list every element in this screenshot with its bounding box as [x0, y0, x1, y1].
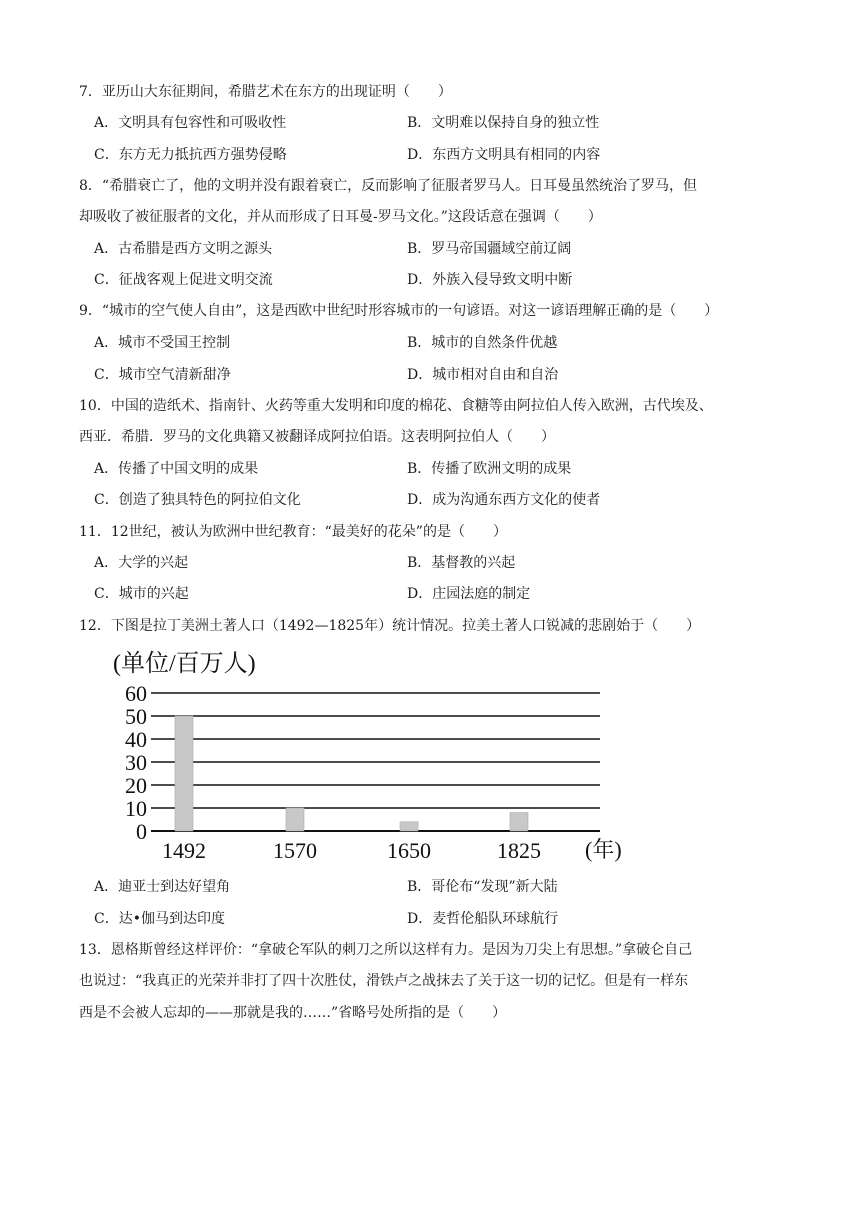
q7-option-a: A．文明具有包容性和可吸收性 — [94, 115, 287, 131]
chart-y-tick-label: 0 — [136, 819, 147, 844]
chart-y-tick-label: 20 — [125, 773, 147, 798]
question-13-stem-line-2: 也说过：“我真正的光荣并非打了四十次胜仗，滑铁卢之战抹去了关于这一切的记忆。但是有一样东 — [79, 973, 689, 989]
question-13-stem-line-1: 13．恩格斯曾经这样评价：“拿破仑军队的刺刀之所以这样有力。是因为刀尖上有思想。”拿破仑自己 — [79, 942, 693, 958]
q11-option-b: B．基督教的兴起 — [407, 555, 516, 571]
chart-x-tick-label: 1570 — [273, 838, 317, 863]
q12-option-d: D．麦哲伦船队环球航行 — [407, 911, 559, 927]
chart-bar-1492 — [175, 716, 193, 831]
question-11-stem: 11．12世纪，被认为欧洲中世纪教育：“最美好的花朵”的是（ ） — [79, 524, 507, 540]
question-12-stem: 12．下图是拉丁美洲土著人口（1492—1825年）统计情况。拉美土著人口锐减的悲剧始于（ ） — [79, 618, 701, 634]
chart-y-tick-label: 40 — [125, 727, 147, 752]
chart-y-tick-label: 60 — [125, 681, 147, 706]
q9-option-b: B．城市的自然条件优越 — [407, 335, 558, 351]
chart-x-tick-label: 1650 — [387, 838, 431, 863]
question-8-stem-line-2: 却吸收了被征服者的文化，并从而形成了日耳曼-罗马文化。”这段话意在强调（ ） — [79, 209, 602, 225]
q7-option-c: C．东方无力抵抗西方强势侵略 — [94, 147, 287, 163]
q10-option-b: B．传播了欧洲文明的成果 — [407, 461, 572, 477]
chart-y-tick-label: 50 — [125, 704, 147, 729]
q9-option-d: D．城市相对自由和自治 — [407, 367, 559, 383]
chart-x-tick-label: 1825 — [497, 838, 541, 863]
chart-unit-label: (单位/百万人) — [113, 651, 256, 677]
q8-option-d: D．外族入侵导致文明中断 — [407, 272, 573, 288]
q10-option-a: A．传播了中国文明的成果 — [94, 461, 259, 477]
question-10-stem-line-1: 10．中国的造纸术、指南针、火药等重大发明和印度的棉花、食糖等由阿拉伯人传入欧洲，古代埃及、 — [79, 398, 713, 414]
chart-y-tick-label: 30 — [125, 750, 147, 775]
q11-option-d: D．庄园法庭的制定 — [407, 586, 531, 602]
chart-y-tick-label: 10 — [125, 796, 147, 821]
q11-option-c: C．城市的兴起 — [94, 586, 189, 602]
question-8-stem-line-1: 8．“希腊衰亡了，他的文明并没有跟着衰亡，反而影响了征服者罗马人。日耳曼虽然统治了罗马，但 — [79, 178, 698, 194]
q10-option-d: D．成为沟通东西方文化的使者 — [407, 492, 601, 508]
q9-option-c: C．城市空气清新甜净 — [94, 367, 231, 383]
q8-option-a: A．古希腊是西方文明之源头 — [94, 241, 273, 257]
chart-x-unit-label: (年) — [585, 837, 622, 862]
question-10-stem-line-2: 西亚．希腊．罗马的文化典籍又被翻译成阿拉伯语。这表明阿拉伯人（ ） — [79, 429, 555, 445]
q8-option-c: C．征战客观上促进文明交流 — [94, 272, 273, 288]
q12-option-a: A．迪亚士到达好望角 — [94, 879, 231, 895]
q7-option-d: D．东西方文明具有相同的内容 — [407, 147, 601, 163]
q12-option-b: B．哥伦布“发现”新大陆 — [407, 879, 558, 895]
question-7-stem: 7．亚历山大东征期间，希腊艺术在东方的出现证明（ ） — [79, 84, 452, 100]
chart-x-tick-label: 1492 — [162, 838, 206, 863]
q9-option-a: A．城市不受国王控制 — [94, 335, 231, 351]
q10-option-c: C．创造了独具特色的阿拉伯文化 — [94, 492, 301, 508]
chart-bar-1650 — [400, 822, 418, 831]
question-9-stem: 9．“城市的空气使人自由”，这是西欧中世纪时形容城市的一句谚语。对这一谚语理解正确的是（ ） — [79, 303, 719, 319]
chart-bar-1825 — [510, 813, 528, 831]
q11-option-a: A．大学的兴起 — [94, 555, 189, 571]
q8-option-b: B．罗马帝国疆域空前辽阔 — [407, 241, 572, 257]
q7-option-b: B．文明难以保持自身的独立性 — [407, 115, 600, 131]
chart-bar-1570 — [286, 808, 304, 831]
question-13-stem-line-3: 西是不会被人忘却的——那就是我的……”省略号处所指的是（ ） — [79, 1005, 507, 1021]
q12-option-c: C．达•伽马到达印度 — [94, 911, 225, 927]
